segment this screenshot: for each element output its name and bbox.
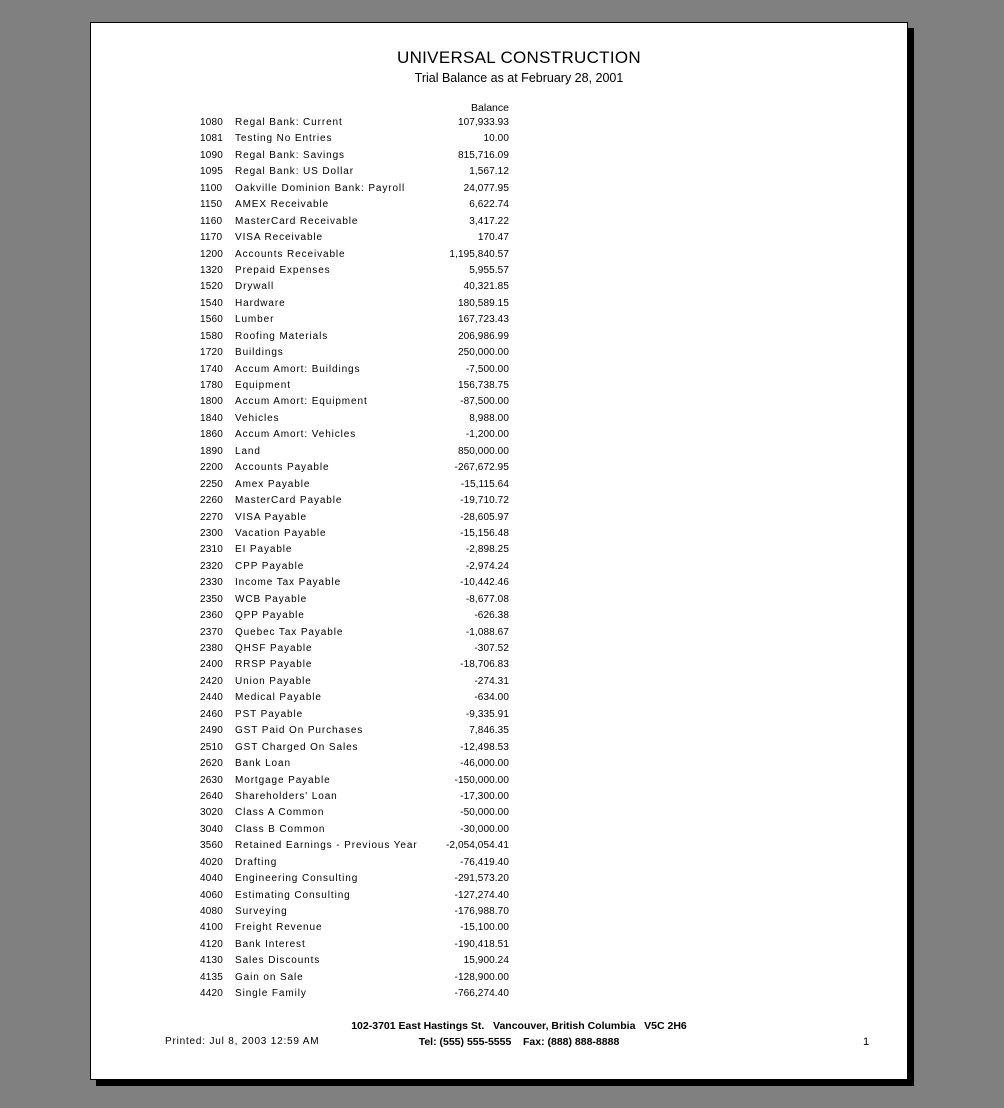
account-name: Shareholders' Loan [235, 790, 338, 802]
account-number: 2300 [200, 527, 224, 539]
account-number: 3560 [200, 840, 224, 852]
account-number: 1150 [200, 199, 223, 211]
account-balance: -7,500.00 [465, 363, 509, 375]
account-number: 4080 [200, 906, 224, 917]
account-number: 1540 [200, 297, 224, 309]
account-balance: -1,088.67 [465, 626, 509, 638]
account-balance: -50,000.00 [460, 807, 509, 819]
account-balance: 24,077.95 [463, 182, 509, 194]
account-name: Accum Amort: Buildings [235, 363, 361, 375]
account-number: 2510 [200, 741, 224, 753]
account-balance: -2,898.25 [465, 544, 509, 556]
account-balance: -128,900.00 [454, 971, 509, 983]
account-name: GST Charged On Sales [235, 741, 359, 753]
account-balance: -291,573.20 [454, 873, 509, 885]
account-number: 4020 [200, 856, 224, 868]
account-name: Vacation Payable [235, 527, 327, 539]
account-number: 1860 [200, 429, 224, 441]
account-name: PST Payable [235, 708, 304, 720]
account-balance: 6,622.74 [469, 199, 509, 211]
account-number: 2270 [200, 511, 224, 523]
account-balance: 250,000.00 [457, 347, 509, 359]
account-number: 1081 [200, 133, 224, 145]
account-name: Equipment [235, 380, 291, 391]
account-number: 1800 [200, 396, 224, 408]
account-name: Mortgage Payable [235, 774, 331, 786]
account-number: 2310 [200, 544, 224, 556]
account-name: EI Payable [235, 544, 293, 556]
account-balance: -127,274.40 [454, 889, 509, 901]
account-balance: -76,419.40 [460, 856, 509, 868]
account-balance: -766,274.40 [454, 988, 509, 1000]
account-number: 4420 [200, 988, 224, 1000]
account-number: 1095 [200, 166, 224, 178]
account-name: Class A Common [235, 807, 325, 819]
account-name: VISA Receivable [235, 232, 323, 244]
account-name: Engineering Consulting [235, 873, 359, 885]
account-name: Sales Discounts [235, 955, 321, 967]
account-balance: -2,054,054.41 [445, 840, 509, 852]
account-name: Bank Interest [235, 938, 306, 950]
page-number: 1 [863, 1036, 870, 1048]
account-name: Buildings [235, 347, 284, 359]
account-name: Hardware [235, 297, 286, 309]
account-balance: -87,500.00 [460, 396, 509, 408]
account-balance: 5,955.57 [469, 264, 509, 276]
account-number: 1560 [200, 314, 224, 326]
account-name: Prepaid Expenses [235, 264, 331, 276]
account-name: Accounts Receivable [235, 248, 346, 260]
account-balance: 1,567.12 [469, 166, 509, 178]
account-number: 1100 [200, 182, 223, 194]
account-name: QHSF Payable [235, 643, 313, 654]
account-name: Drafting [235, 856, 278, 868]
account-name: AMEX Receivable [235, 199, 330, 211]
account-balance: 15,900.24 [463, 955, 509, 967]
account-balance: -190,418.51 [454, 938, 509, 950]
account-balance: 7,846.35 [469, 725, 509, 737]
account-balance: -17,300.00 [460, 790, 509, 802]
account-balance: -626.38 [474, 610, 509, 622]
account-number: 2420 [200, 675, 224, 687]
account-number: 2250 [200, 478, 224, 490]
account-name: Testing No Entries [235, 133, 333, 145]
account-number: 2460 [200, 708, 224, 720]
account-balance: -150,000.00 [454, 774, 509, 786]
account-number: 1890 [200, 445, 224, 457]
balance-column-header: Balance [471, 102, 509, 114]
account-number: 2440 [200, 692, 224, 704]
account-name: Vehicles [235, 412, 280, 424]
account-balance: -15,156.48 [460, 527, 509, 539]
account-balance: 167,723.43 [457, 314, 509, 326]
account-name: Gain on Sale [235, 971, 304, 983]
account-number: 1720 [200, 347, 224, 359]
account-name: Oakville Dominion Bank: Payroll [235, 182, 406, 194]
report-page [90, 22, 908, 1080]
account-number: 1320 [200, 264, 224, 276]
account-number: 2360 [200, 610, 224, 622]
account-number: 1520 [200, 281, 224, 293]
account-name: Amex Payable [235, 478, 311, 490]
account-balance: -15,115.64 [460, 478, 509, 490]
account-balance: -46,000.00 [460, 758, 509, 770]
account-balance: 206,986.99 [457, 330, 509, 342]
account-balance: -9,335.91 [465, 708, 509, 720]
account-balance: -176,988.70 [454, 906, 509, 917]
account-number: 2200 [200, 462, 224, 474]
account-balance: -19,710.72 [460, 495, 509, 507]
account-balance: 156,738.75 [457, 380, 509, 391]
account-name: Union Payable [235, 675, 312, 687]
account-name: MasterCard Payable [235, 495, 343, 507]
report-title: UNIVERSAL CONSTRUCTION [397, 48, 641, 67]
account-number: 2260 [200, 495, 224, 507]
account-name: Drywall [235, 281, 275, 293]
account-number: 4135 [200, 971, 224, 983]
account-number: 1740 [200, 363, 224, 375]
account-number: 2320 [200, 560, 224, 572]
account-name: VISA Payable [235, 511, 307, 523]
account-number: 4120 [200, 938, 224, 950]
account-name: Single Family [235, 988, 307, 1000]
account-name: Bank Loan [235, 758, 291, 770]
account-name: Quebec Tax Payable [235, 626, 344, 638]
account-number: 1080 [200, 117, 224, 128]
account-number: 2640 [200, 790, 224, 802]
account-balance: -267,672.95 [454, 462, 509, 474]
account-name: Class B Common [235, 823, 326, 835]
account-balance: -1,200.00 [465, 429, 509, 441]
account-name: Freight Revenue [235, 922, 323, 934]
account-name: Accum Amort: Equipment [235, 396, 368, 408]
account-balance: -10,442.46 [460, 577, 509, 589]
account-balance: 850,000.00 [457, 445, 509, 457]
account-name: Income Tax Payable [235, 577, 342, 589]
account-number: 3020 [200, 807, 224, 819]
account-balance: 8,988.00 [469, 412, 509, 424]
account-balance: -12,498.53 [460, 741, 509, 753]
account-name: Regal Bank: US Dollar [235, 166, 354, 178]
account-number: 2620 [200, 758, 224, 770]
footer-address: 102-3701 East Hastings St. Vancouver, British Columbia V5C 2H6 [351, 1020, 687, 1032]
printed-timestamp: Printed: Jul 8, 2003 12:59 AM [165, 1036, 320, 1047]
account-number: 1170 [200, 232, 223, 244]
account-balance: -307.52 [474, 643, 509, 654]
account-balance: 815,716.09 [457, 149, 509, 161]
account-balance: 40,321.85 [463, 281, 509, 293]
account-number: 4060 [200, 889, 224, 901]
account-name: WCB Payable [235, 593, 308, 605]
account-number: 2400 [200, 659, 224, 671]
account-name: Surveying [235, 906, 288, 917]
account-balance: -8,677.08 [465, 593, 509, 605]
account-name: GST Paid On Purchases [235, 725, 364, 737]
account-name: CPP Payable [235, 560, 305, 572]
account-name: RRSP Payable [235, 659, 313, 671]
account-number: 1780 [200, 380, 224, 391]
account-number: 1090 [200, 149, 224, 161]
account-balance: -634.00 [474, 692, 509, 704]
account-number: 1160 [200, 215, 223, 227]
account-name: Roofing Materials [235, 330, 329, 342]
footer-phone-fax: Tel: (555) 555-5555 Fax: (888) 888-8888 [418, 1036, 620, 1048]
account-name: Regal Bank: Current [235, 117, 343, 128]
account-number: 2380 [200, 643, 224, 654]
account-balance: -274.31 [474, 675, 509, 687]
account-balance: -28,605.97 [460, 511, 509, 523]
account-number: 1200 [200, 248, 224, 260]
account-number: 1840 [200, 412, 224, 424]
account-name: Regal Bank: Savings [235, 149, 345, 161]
account-name: Land [235, 445, 261, 457]
account-number: 3040 [200, 823, 224, 835]
account-balance: 107,933.93 [457, 117, 509, 128]
account-balance: 1,195,840.57 [449, 248, 509, 260]
account-name: Estimating Consulting [235, 889, 351, 901]
account-name: Accum Amort: Vehicles [235, 429, 357, 441]
account-balance: 3,417.22 [469, 215, 509, 227]
report-subtitle: Trial Balance as at February 28, 2001 [414, 71, 624, 85]
account-number: 4100 [200, 922, 224, 934]
account-number: 2330 [200, 577, 224, 589]
account-balance: 180,589.15 [457, 297, 509, 309]
account-name: MasterCard Receivable [235, 215, 359, 227]
account-name: Medical Payable [235, 692, 322, 704]
account-balance: 170.47 [477, 232, 509, 244]
account-number: 1580 [200, 330, 224, 342]
account-number: 4040 [200, 873, 224, 885]
account-name: Accounts Payable [235, 462, 330, 474]
account-balance: -30,000.00 [460, 823, 509, 835]
account-number: 2490 [200, 725, 224, 737]
account-balance: -15,100.00 [460, 922, 509, 934]
account-name: QPP Payable [235, 610, 305, 622]
account-balance: -2,974.24 [465, 560, 509, 572]
account-number: 2350 [200, 593, 224, 605]
account-balance: 10.00 [483, 133, 509, 145]
account-number: 4130 [200, 955, 224, 967]
account-balance: -18,706.83 [460, 659, 509, 671]
account-number: 2630 [200, 774, 224, 786]
account-number: 2370 [200, 626, 224, 638]
account-name: Retained Earnings - Previous Year [235, 840, 418, 852]
account-name: Lumber [235, 314, 275, 326]
